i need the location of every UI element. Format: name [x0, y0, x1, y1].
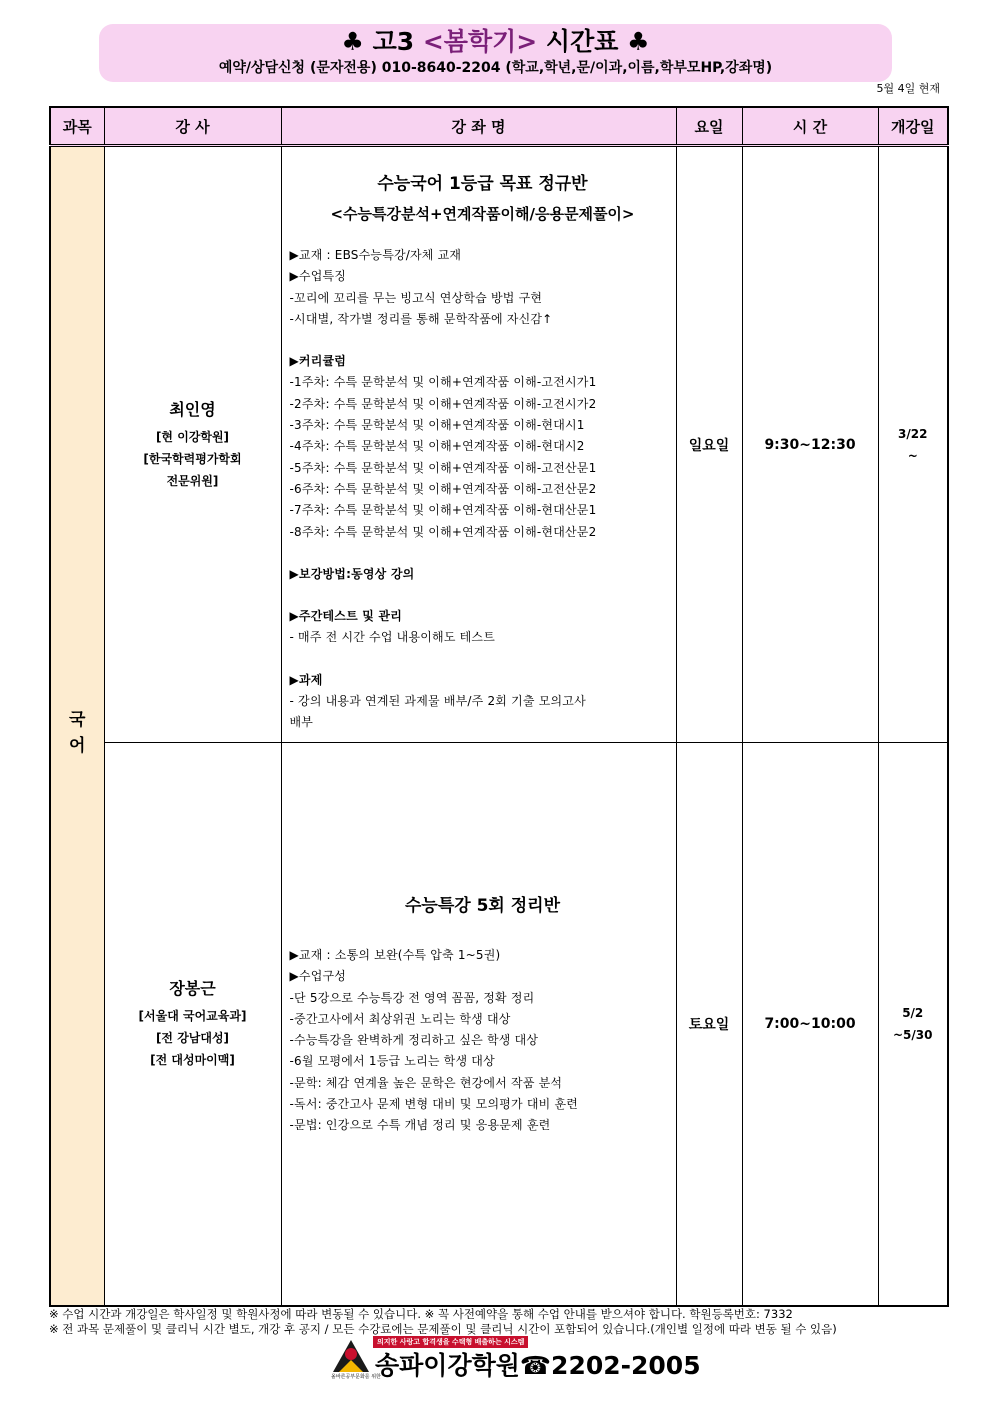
- course-line: ▶커리큘럼: [289, 354, 347, 369]
- course-line: -문법: 인강으로 수특 개념 정리 및 응용문제 훈련: [289, 1118, 551, 1133]
- course-line: -중간고사에서 최상위권 노리는 학생 대상: [289, 1011, 511, 1026]
- course-line: ▶교재 : 소통의 보완(수특 압축 1~5권): [289, 947, 501, 962]
- spacer: [290, 543, 676, 564]
- opening-range: ~: [907, 448, 918, 463]
- title-prefix: ♣ 고3: [341, 27, 423, 56]
- schedule-table: [49, 106, 949, 1307]
- col-opening: 개강일: [878, 107, 948, 146]
- course-line: -4주차: 수특 문학분석 및 이해+연계작품 이해-현대시2: [289, 439, 585, 454]
- as-of-date: 5월 4일 현재: [876, 82, 940, 95]
- teacher-name: 최인영: [169, 400, 216, 419]
- course-line: ▶과제: [289, 672, 323, 687]
- course-title: 수능특강 5회 정리반: [404, 895, 561, 916]
- course-line: -3주차: 수특 문학분석 및 이해+연계작품 이해-현대시1: [289, 418, 585, 433]
- contact-line: 예약/상담신청 (문자전용) 010-8640-2204 (학교,학년,문/이과,이름,학부모HP,강좌명): [218, 60, 773, 76]
- opening-date: 3/22: [898, 426, 928, 441]
- title-suffix: 시간표 ♣: [537, 27, 650, 56]
- time-cell: 7:00~10:00: [742, 743, 878, 1306]
- teacher-cell: [104, 743, 281, 1306]
- course-line: ▶수업구성: [289, 969, 347, 984]
- course-line: 배부: [289, 715, 314, 730]
- course-cell: [281, 743, 676, 1306]
- time-cell: 9:30~12:30: [742, 146, 878, 743]
- teacher-credential: [전 대성마이맥]: [150, 1053, 235, 1068]
- course-title: 수능국어 1등급 목표 정규반: [377, 174, 588, 194]
- header-row: [50, 107, 948, 146]
- spacer: [290, 330, 676, 351]
- day-cell: 일요일: [676, 146, 742, 743]
- subject-char-1: 국: [69, 710, 86, 730]
- brand-phone: ☎2202-2005: [519, 1351, 701, 1380]
- opening-date: 5/2: [902, 1005, 924, 1020]
- course-line: -시대별, 작가별 정리를 통해 문학작품에 자신감↑: [289, 311, 553, 326]
- course-line: - 강의 내용과 연계된 과제물 배부/주 2회 기출 모의고사: [289, 694, 586, 709]
- teacher-cell: [104, 146, 281, 743]
- course-line: -수능특강을 완벽하게 정리하고 싶은 학생 대상: [289, 1033, 539, 1048]
- course-line: -6월 모평에서 1등급 노리는 학생 대상: [289, 1054, 495, 1069]
- course-line: ▶주간테스트 및 관리: [289, 609, 403, 624]
- course-line: -6주차: 수특 문학분석 및 이해+연계작품 이해-고전산문2: [289, 481, 597, 496]
- col-day: 요일: [676, 107, 742, 146]
- course-line: -8주차: 수특 문학분석 및 이해+연계작품 이해-현대산문2: [289, 524, 597, 539]
- teacher-credential: 전문위원]: [166, 474, 219, 488]
- course-subtitle: <수능특강분석+연계작품이해/응용문제풀이>: [330, 205, 635, 223]
- course-line: -단 5강으로 수능특강 전 영역 꼼꼼, 정확 정리: [289, 990, 535, 1005]
- col-subject: 과목: [50, 107, 104, 146]
- teacher-name: 장봉근: [169, 979, 216, 999]
- course-cell: [281, 146, 676, 743]
- course-line: -문학: 체감 연계율 높은 문학은 현강에서 작품 분석: [289, 1075, 563, 1090]
- subject-cell: [50, 146, 104, 1306]
- table-row: [50, 743, 948, 1306]
- day-cell: 토요일: [676, 743, 742, 1306]
- footnote-1: ※ 수업 시간과 개강일은 학사일정 및 학원사정에 따라 변동될 수 있습니다. ※ 꼭 사전예약을 통해 수업 안내를 받으셔야 합니다. 학원등록번호: 7332: [49, 1307, 793, 1321]
- course-line: - 매주 전 시간 수업 내용이해도 테스트: [289, 630, 495, 645]
- footnote-2: ※ 전 과목 문제풀이 및 클리닉 시간 별도, 개강 후 공지 / 모든 수강료에는 문제풀이 및 클리닉 시간이 포함되어 있습니다.(개인별 일정에 따라 변동 될 수 있음): [49, 1322, 837, 1336]
- spacer: [290, 649, 676, 670]
- course-line: ▶보강방법:동영상 강의: [289, 566, 415, 581]
- page-title: [99, 26, 892, 58]
- opening-cell: [878, 146, 948, 743]
- academy-logo: [331, 1336, 701, 1384]
- table-row: [50, 146, 948, 743]
- course-line: -7주차: 수특 문학분석 및 이해+연계작품 이해-현대산문1: [289, 503, 597, 518]
- logo-tagline: 의지한 사랑고 합격생을 수택형 배출하는 시스템: [373, 1336, 528, 1348]
- academy-logo-icon: [331, 1338, 371, 1374]
- course-line: -독서: 중간고사 문제 변형 대비 및 모의평가 대비 훈련: [289, 1096, 579, 1111]
- logo-small-text: 올바른공부문화를 위한: [331, 1374, 381, 1380]
- course-line: -꼬리에 꼬리를 무는 빙고식 연상학습 방법 구현: [289, 290, 543, 305]
- teacher-credential: [서울대 국어교육과]: [138, 1009, 247, 1024]
- subject-char-2: 어: [69, 736, 86, 756]
- course-line: ▶수업특징: [289, 269, 347, 284]
- col-teacher: 강 사: [104, 107, 281, 146]
- col-time: 시 간: [742, 107, 878, 146]
- title-season: <봄학기>: [422, 27, 538, 56]
- course-line: -5주차: 수특 문학분석 및 이해+연계작품 이해-고전산문1: [289, 460, 597, 475]
- spacer: [290, 585, 676, 606]
- teacher-credential: [현 이강학원]: [155, 430, 230, 444]
- academy-brand: [375, 1346, 701, 1382]
- course-line: ▶교재 : EBS수능특강/자체 교재: [289, 248, 462, 262]
- opening-cell: [878, 743, 948, 1306]
- teacher-credential: [한국학력평가학회: [143, 452, 242, 466]
- course-line: -2주차: 수특 문학분석 및 이해+연계작품 이해-고전시가2: [289, 396, 597, 411]
- course-line: -1주차: 수특 문학분석 및 이해+연계작품 이해-고전시가1: [289, 375, 597, 390]
- col-course: 강 좌 명: [281, 107, 676, 146]
- title-banner: [99, 24, 892, 82]
- teacher-credential: [전 강남대성]: [155, 1031, 230, 1046]
- opening-range: ~5/30: [893, 1027, 933, 1042]
- brand-name: 송파이강학원: [375, 1351, 520, 1380]
